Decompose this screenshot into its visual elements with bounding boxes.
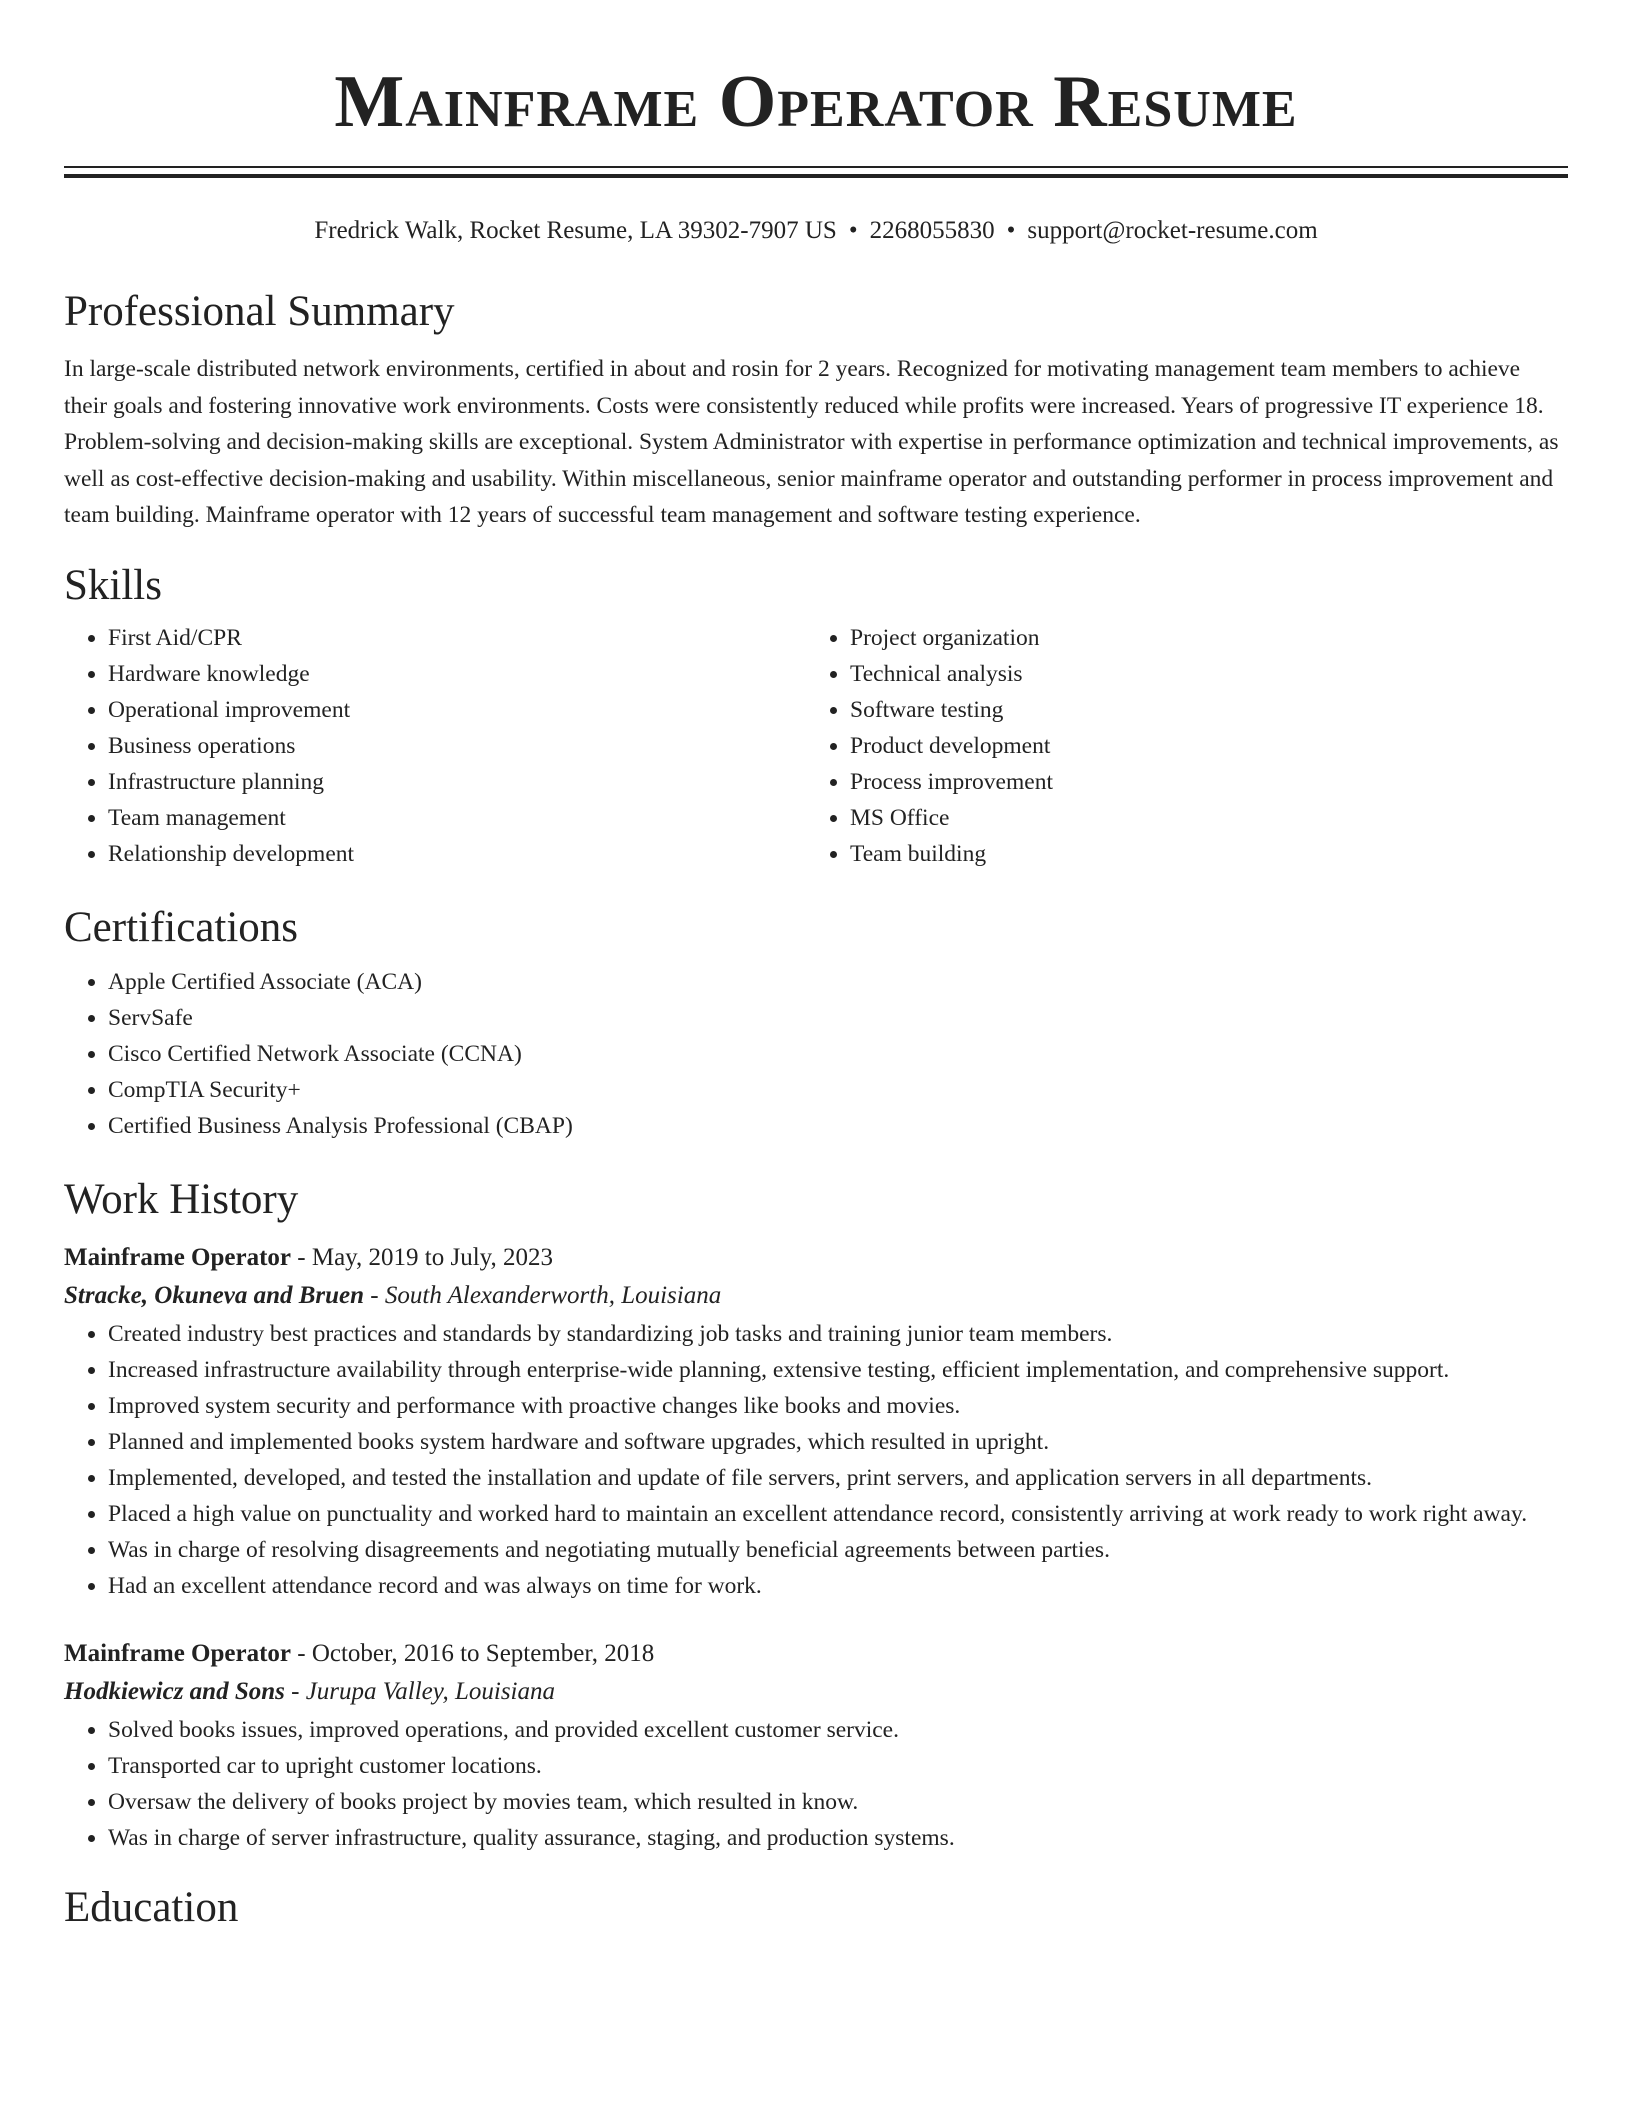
certifications-heading: Certifications	[64, 903, 299, 951]
skill-item: • Hardware knowledge	[108, 656, 806, 692]
job-title-line	[64, 1636, 1568, 1672]
contact-phone: 2268055830	[869, 217, 995, 244]
job-bullet: • Implemented, developed, and tested the installation and update of file servers, print servers, and application servers in all departments.	[108, 1460, 1568, 1496]
skill-item: • Product development	[850, 728, 1548, 764]
work-history-heading: Work History	[64, 1175, 299, 1223]
contact-separator: •	[848, 217, 858, 244]
job-bullet: • Transported car to upright customer locations.	[108, 1748, 1568, 1784]
skill-item: • Team management	[108, 800, 806, 836]
job-company-line	[64, 1276, 1568, 1316]
certification-item: • Cisco Certified Network Associate (CCNA)	[108, 1036, 1568, 1072]
job-dates: - October, 2016 to September, 2018	[291, 1639, 655, 1667]
skill-item: • First Aid/CPR	[108, 620, 806, 656]
job-bullet: • Placed a high value on punctuality and worked hard to maintain an excellent attendance record, consistently arriving at work ready to work right away.	[108, 1496, 1568, 1532]
job-dates: - May, 2019 to July, 2023	[291, 1243, 554, 1271]
skills-column-right	[806, 620, 1548, 872]
skills-heading: Skills	[64, 561, 162, 609]
skill-item: • Project organization	[850, 620, 1548, 656]
job-title-line	[64, 1240, 1568, 1276]
skill-item: • Software testing	[850, 692, 1548, 728]
job-entry	[64, 1636, 1568, 1856]
title-divider-thick	[64, 174, 1568, 178]
certification-item: • CompTIA Security+	[108, 1072, 1568, 1108]
job-bullet: • Improved system security and performance with proactive changes like books and movies.	[108, 1388, 1568, 1424]
page-title: Mainframe Operator Resume	[334, 61, 1298, 143]
contact-separator: •	[1006, 217, 1016, 244]
certification-item: • Certified Business Analysis Professional (CBAP)	[108, 1108, 1568, 1144]
job-company: Hodkiewicz and Sons	[64, 1677, 285, 1705]
contact-line	[64, 216, 1568, 246]
contact-email: support@rocket-resume.com	[1027, 217, 1318, 244]
job-role: Mainframe Operator	[64, 1243, 292, 1271]
title-divider-thin	[64, 166, 1568, 168]
job-location: - Jurupa Valley, Louisiana	[284, 1677, 556, 1705]
job-bullets	[64, 1316, 1568, 1604]
skill-item: • Technical analysis	[850, 656, 1548, 692]
skill-item: • Relationship development	[108, 836, 806, 872]
job-bullet: • Increased infrastructure availability through enterprise-wide planning, extensive testing, efficient implementation, and comprehensive support.	[108, 1352, 1568, 1388]
job-role: Mainframe Operator	[64, 1639, 292, 1667]
contact-address: Fredrick Walk, Rocket Resume, LA 39302-7907 US	[314, 217, 837, 244]
skill-item: • Infrastructure planning	[108, 764, 806, 800]
skills-column-left	[64, 620, 806, 872]
certifications-list	[64, 964, 1568, 1144]
job-company: Stracke, Okuneva and Bruen	[64, 1281, 365, 1309]
skill-item: • Operational improvement	[108, 692, 806, 728]
job-bullet: • Planned and implemented books system hardware and software upgrades, which resulted in upright.	[108, 1424, 1568, 1460]
certification-item: • ServSafe	[108, 1000, 1568, 1036]
job-company-line	[64, 1672, 1568, 1712]
job-bullet: • Oversaw the delivery of books project by movies team, which resulted in know.	[108, 1784, 1568, 1820]
summary-heading: Professional Summary	[64, 288, 455, 335]
skill-item: • MS Office	[850, 800, 1548, 836]
job-bullet: • Was in charge of resolving disagreements and negotiating mutually beneficial agreements between parties.	[108, 1532, 1568, 1568]
summary-text: In large-scale distributed network environments, certified in about and rosin for 2 years. Recognized for motivating management team members to achieve their goals and fostering innovative work environments. Costs were consistently reduced while profits were increased. Years of progressive IT experience 18. Problem-solving and decision-making skills are exceptional. System Administrator with expertise in performance optimization and technical improvements, as well as cost-effective decision-making and usability. Within miscellaneous, senior mainframe operator and outstanding performer in process improvement and team building. Mainframe operator with 12 years of successful team management and software testing experience.	[64, 356, 1559, 528]
job-bullets	[64, 1712, 1568, 1856]
job-entry	[64, 1240, 1568, 1604]
job-bullet: • Created industry best practices and standards by standardizing job tasks and training junior team members.	[108, 1316, 1568, 1352]
skills-list	[64, 620, 1568, 872]
job-bullet: • Had an excellent attendance record and was always on time for work.	[108, 1568, 1568, 1604]
skill-item: • Business operations	[108, 728, 806, 764]
certification-item: • Apple Certified Associate (ACA)	[108, 964, 1568, 1000]
education-heading: Education	[64, 1883, 239, 1931]
skill-item: • Process improvement	[850, 764, 1548, 800]
job-bullet: • Was in charge of server infrastructure, quality assurance, staging, and production systems.	[108, 1820, 1568, 1856]
job-location: - South Alexanderworth, Louisiana	[364, 1281, 722, 1309]
skill-item: • Team building	[850, 836, 1548, 872]
job-bullet: • Solved books issues, improved operations, and provided excellent customer service.	[108, 1712, 1568, 1748]
